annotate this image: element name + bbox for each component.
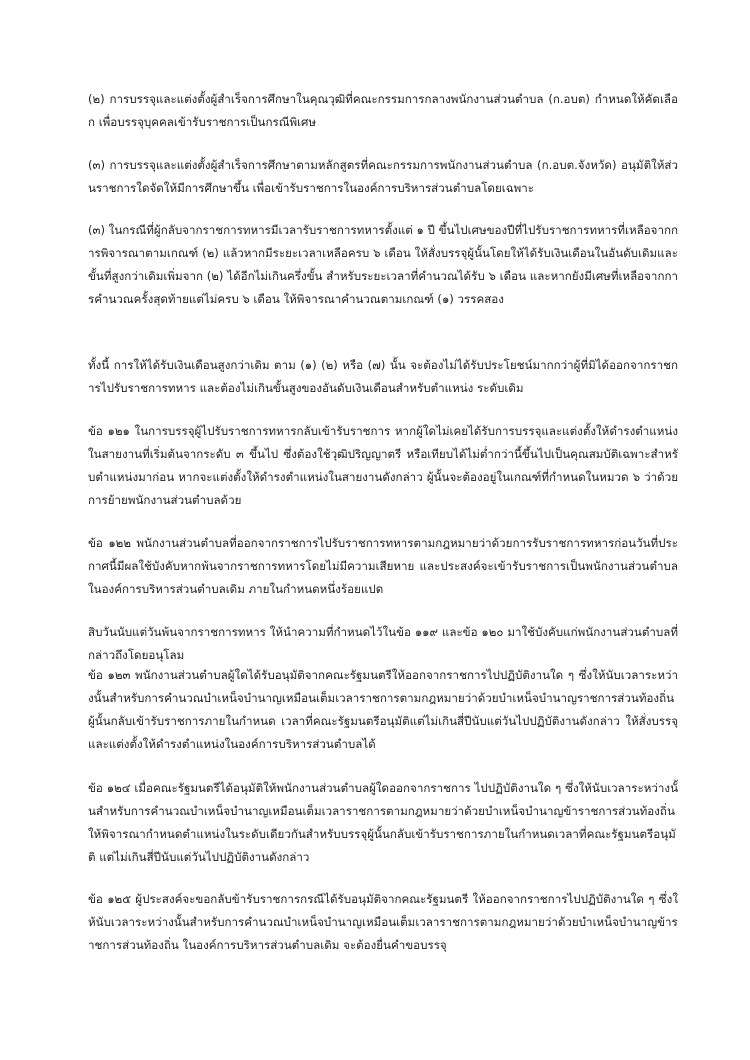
paragraph-item-3-military-service-salary: (๓) ในกรณีที่ผู้กลับจากราชการทหารมีเวลารับราชการทหารตั้งแต่ ๑ ปี ขึ้นไปเศษของปีที่ไปรับราชการทหารที่เหลือจากการพิจารณาตามเกณฑ์ (๒) แล้วหากมีระยะเวลาเหลือครบ ๖ เดือน ให้สั่งบรรจุผู้นั้นโดยให้ได้รับเงินเดือนในอันดับเดิมและขั้นที่สูงกว่าเดิมเพิ่มจาก (๒) ได้อีกไม่เกินครึ่งขั้น สำหรับระยะเวลาที่คำนวณได้รับ ๖ เดือน และหากยังมีเศษที่เหลือจากการคำนวณครั้งสุดท้ายแต่ไม่ครบ ๖ เดือน ให้พิจารณาคำนวณตามเกณฑ์ (๑) วรรคสอง <box>88 223 678 306</box>
paragraph-item-2-graduate-appointment: (๒) การบรรจุและแต่งตั้งผู้สำเร็จการศึกษาในคุณวุฒิที่คณะกรรมการกลางพนักงานส่วนตำบล (ก.อบต) กำหนดให้คัดเลือก เพื่อบรรจุบุคคลเข้ารับราชการเป็นกรณีพิเศษ <box>88 92 678 129</box>
paragraph-salary-limit-note: ทั้งนี้ การให้ได้รับเงินเดือนสูงกว่าเดิม ตาม (๑) (๒) หรือ (๗) นั้น จะต้องไม่ได้รับประโยชน์มากกว่าผู้ที่มิได้ออกจากราชการไปรับราชการทหาร และต้องไม่เกินขั้นสูงของอันดับเงินเดือนสำหรับตำแหน่ง ระดับเดิม <box>88 358 678 395</box>
paragraph-article-125: ข้อ ๑๒๕ ผู้ประสงค์จะขอกลับข้ารับราชการกรณีได้รับอนุมัติจากคณะรัฐมนตรี ให้ออกจากราชการไปปฏิบัติงานใด ๆ ซึ่งให้นับเวลาระหว่างนั้นสำหรับการคำนวณบำเหน็จบำนาญเหมือนเต็มเวลาราชการตามกฎหมายว่าด้วยบำเหน็จบำนาญข้าราชการส่วนท้องถิ่น ในองค์การบริหารส่วนตำบลเดิม จะต้องยื่นคำขอบรรจุ <box>88 892 678 952</box>
paragraph-article-123: ข้อ ๑๒๓ พนักงานส่วนตำบลผู้ใดได้รับอนุมัติจากคณะรัฐมนตรีให้ออกจากราชการไปปฏิบัติงานใด ๆ ซึ่งให้นับเวลาระหว่างนั้นสำหรับการคำนวณบำเหน็จบำนาญเหมือนเต็มเวลาราชการตามกฎหมายว่าด้วยบำเหน็จบำนาญราชการส่วนท้องถิ่น ผู้นั้นกลับเข้ารับราชการภายในกำหนด เวลาที่คณะรัฐมนตรีอนุมัติแต่ไม่เกินสี่ปีนับแต่วันไปปฏิบัติงานดังกล่าว ให้สั่งบรรจุและแต่งตั้งให้ดำรงตำแหน่งในองค์การบริหารส่วนตำบลได้ <box>88 668 678 751</box>
paragraph-article-122: ข้อ ๑๒๒ พนักงานส่วนตำบลที่ออกจากราชการไปรับราชการทหารตามกฎหมายว่าด้วยการรับราชการทหารก่อนวันที่ประกาศนี้มีผลใช้บังคับหากพ้นจากราชการทหารโดยไม่มีความเสียหาย และประสงค์จะเข้ารับราชการเป็นพนักงานส่วนตำบลในองค์การบริหารส่วนตำบลเดิม ภายในกำหนดหนึ่งร้อยแปด <box>88 536 678 596</box>
paragraph-article-122-continued: สิบวันนับแต่วันพ้นจากราชการทหาร ให้นำความที่กำหนดไว้ในข้อ ๑๑๙ และข้อ ๑๒๐ มาใช้บังคับแก่พนักงานส่วนตำบลที่กล่าวถึงโดยอนุโลม <box>88 625 678 662</box>
paragraph-item-3-curriculum-appointment: (๓) การบรรจุและแต่งตั้งผู้สำเร็จการศึกษาตามหลักสูตรที่คณะกรรมการพนักงานส่วนตำบล (ก.อบต.จังหวัด) อนุมัติให้ส่วนราชการใดจัดให้มีการศึกษาขึ้น เพื่อเข้ารับราชการในองค์การบริหารส่วนตำบลโดยเฉพาะ <box>88 158 678 195</box>
paragraph-article-124: ข้อ ๑๒๔ เมื่อคณะรัฐมนตรีได้อนุมัติให้พนักงานส่วนตำบลผู้ใดออกจากราชการ ไปปฏิบัติงานใด ๆ ซึ่งให้นับเวลาระหว่างนั้นสำหรับการคำนวณบำเหน็จบำนาญเหมือนเต็มเวลาราชการตามกฎหมายว่าด้วยบำเหน็จบำนาญข้าราชการส่วนท้องถิ่น ให้พิจารณากำหนดตำแหน่งในระดับเดียวกันสำหรับบรรจุผู้นั้นกลับเข้ารับราชการภายในกำหนดเวลาที่คณะรัฐมนตรีอนุมัติ แต่ไม่เกินสี่ปีนับแต่วันไปปฏิบัติงานดังกล่าว <box>88 781 678 864</box>
paragraph-article-121: ข้อ ๑๒๑ ในการบรรจุผู้ไปรับราชการทหารกลับเข้ารับราชการ หากผู้ใดไม่เคยได้รับการบรรจุและแต่งตั้งให้ดำรงตำแหน่งในสายงานที่เริ่มต้นจากระดับ ๓ ขึ้นไป ซึ่งต้องใช้วุฒิปริญญาตรี หรือเทียบได้ไม่ต่ำกว่านี้ขึ้นไปเป็นคุณสมบัติเฉพาะสำหรับตำแหน่งมาก่อน หากจะแต่งตั้งให้ดำรงตำแหน่งในสายงานดังกล่าว ผู้นั้นจะต้องอยู่ในเกณฑ์ที่กำหนดในหมวด ๖ ว่าด้วยการย้ายพนักงานส่วนตำบลด้วย <box>88 424 678 507</box>
